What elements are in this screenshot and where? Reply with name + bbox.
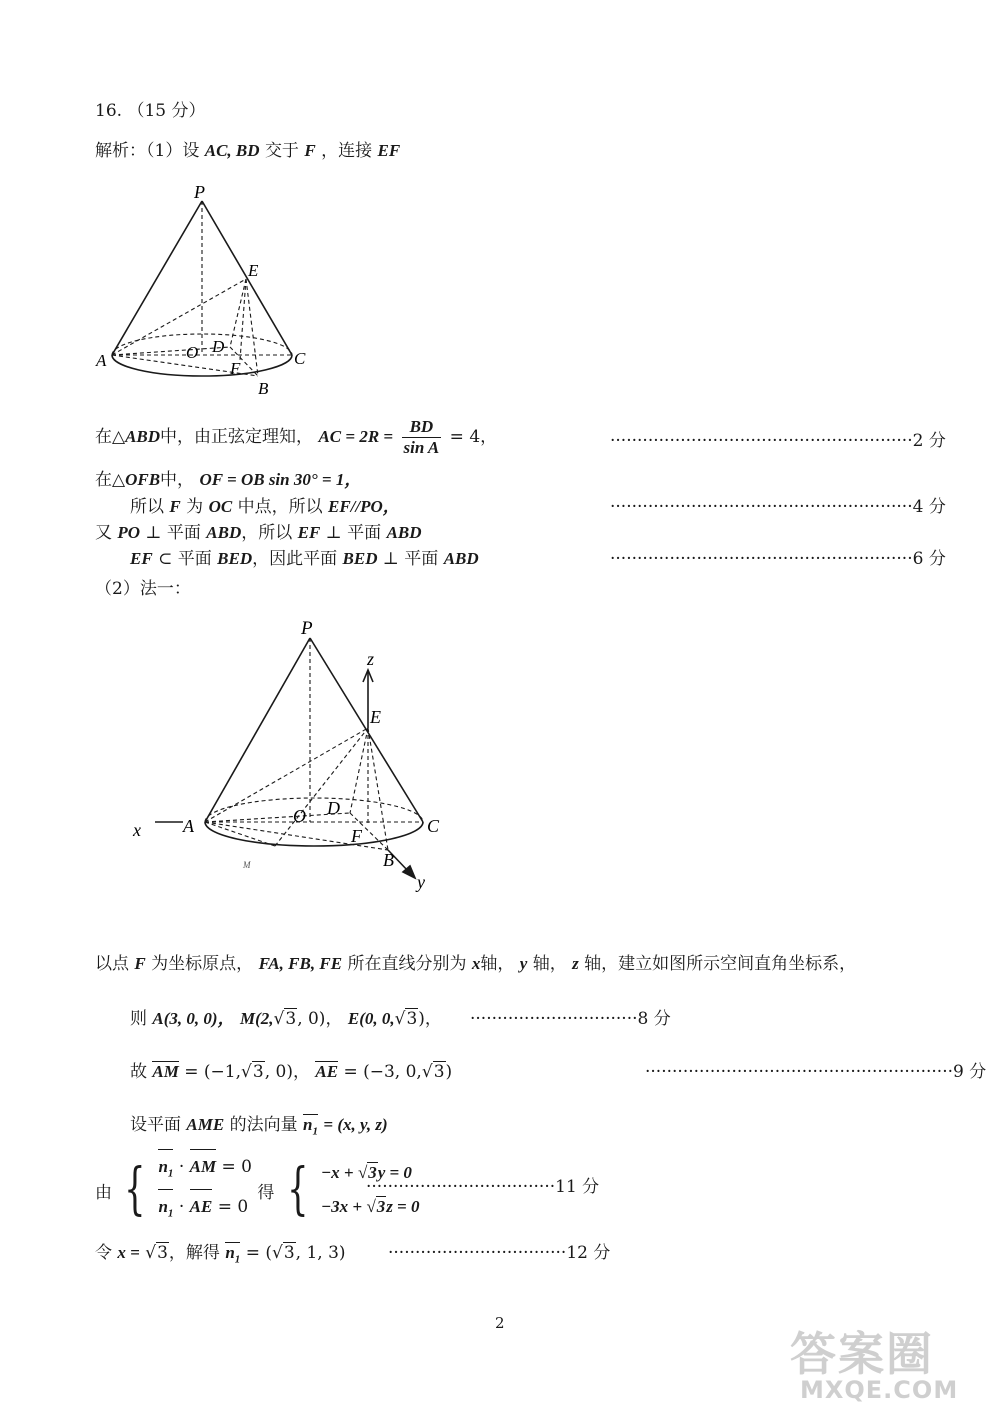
system-conditions <box>158 1150 252 1231</box>
intro-ef: EF <box>377 141 401 160</box>
part2-heading: （2）法一： <box>95 579 191 599</box>
l5-b: ，因此平面 <box>252 549 338 569</box>
l3-equation: EF//PO， <box>328 497 400 516</box>
cone-figure-1 <box>90 180 330 405</box>
l3-b: 为 <box>186 497 204 517</box>
cond2-dot: · <box>178 1197 185 1218</box>
solve-x-eq: x = <box>117 1243 140 1262</box>
coords-z: z <box>572 954 579 973</box>
edge2-am <box>205 822 275 846</box>
vector-am-root: 3 <box>252 1062 264 1082</box>
cond1-dot: · <box>178 1157 185 1177</box>
eq2-root: 3 <box>376 1197 386 1217</box>
label-b: B <box>258 379 269 398</box>
coords-y: y <box>519 954 528 973</box>
l3-f: F <box>169 497 181 516</box>
left-brace-1: { <box>124 1157 146 1223</box>
intro-suffix: ，连接 <box>321 141 373 161</box>
line-3 <box>130 492 400 517</box>
points-a: 则 <box>130 1009 147 1029</box>
vector-ae: AE <box>315 1062 339 1081</box>
normal-vector <box>303 1115 318 1137</box>
l5-abd: ABD <box>443 549 479 568</box>
intro-f: F <box>304 141 316 160</box>
score-6: ························································6 分 <box>610 549 946 569</box>
label2-f: F <box>351 826 362 846</box>
label2-e: E <box>370 707 381 727</box>
vector-am: AM <box>152 1062 179 1081</box>
point-m-2: , 0)， <box>297 1009 343 1029</box>
left-brace-2: { <box>286 1157 309 1223</box>
l3-a: 所以 <box>130 497 164 517</box>
edge-ae <box>112 279 246 355</box>
eq2-b: z = 0 <box>386 1197 420 1217</box>
l1-prefix: 在△ <box>95 427 126 447</box>
vector-am-val-2: , 0)， <box>264 1062 310 1082</box>
cond2-ae: AE <box>190 1190 213 1224</box>
label2-b: B <box>383 850 394 870</box>
l1-denominator: sin A <box>403 438 440 457</box>
label2-m: M <box>243 860 251 870</box>
coords-d: 轴， <box>480 954 515 974</box>
problem-points: （15 分） <box>127 101 206 121</box>
intro-mid: 交于 <box>264 141 299 161</box>
page-number: 2 <box>495 1314 505 1332</box>
label-o: O <box>186 343 199 362</box>
cone-figure-2 <box>125 610 465 895</box>
label-p: P <box>194 182 205 202</box>
label2-a: A <box>183 816 194 836</box>
l4-abd2: ABD <box>386 523 422 542</box>
label-c: C <box>294 349 306 368</box>
l1-triangle: ABD <box>125 427 161 446</box>
l1-tail: = 4， <box>449 427 498 447</box>
normal-plane: AME <box>186 1115 225 1134</box>
l1-fraction <box>402 417 442 458</box>
point-e-1: E(0, 0, <box>347 1009 395 1028</box>
l3-oc: OC <box>208 497 233 516</box>
label-a: A <box>96 351 107 370</box>
base2-back <box>205 798 423 822</box>
edge2-ae <box>205 728 368 822</box>
cond2-n-vector <box>158 1190 173 1230</box>
line-2 <box>95 465 361 490</box>
l4-b: ⊥ 平面 <box>145 523 201 543</box>
condition-2 <box>158 1190 252 1230</box>
label2-y: y <box>417 872 425 892</box>
solve-sub: 1 <box>234 1253 241 1266</box>
l4-abd: ABD <box>206 523 242 542</box>
cond2-eq: = 0 <box>217 1197 249 1218</box>
coords-f: F <box>134 954 146 973</box>
label-d: D <box>212 337 225 356</box>
l5-c: ⊥ 平面 <box>382 549 439 569</box>
solve-line: 令 x = √3，解得 $n_1 = (√3$, 1, 3) <box>95 1243 346 1266</box>
l4-ef: EF <box>297 523 321 542</box>
point-m-1: M(2, <box>239 1009 274 1028</box>
coords-g: 轴，建立如图所示空间直角坐标系， <box>584 954 857 974</box>
l5-bed: BED <box>217 549 253 568</box>
solve-n: n <box>225 1243 235 1262</box>
edge2-pa <box>205 638 310 822</box>
coords-x: x <box>471 954 481 973</box>
label-e: E <box>248 261 259 280</box>
coords-a: 以点 <box>95 954 129 974</box>
coords-line <box>95 949 856 974</box>
l2-prefix: 在△ <box>95 470 126 490</box>
vector-ae-val-2: ) <box>445 1062 453 1082</box>
label2-p: P <box>301 618 313 639</box>
base2-front <box>205 822 423 846</box>
l5-a: ⊂ 平面 <box>158 549 212 569</box>
watermark-top: 答案圈 <box>790 1327 934 1381</box>
watermark-logo <box>790 1318 934 1384</box>
watermark-bottom: MXQE.COM <box>800 1376 959 1404</box>
coords-axes: FA, FB, FE <box>258 954 343 973</box>
system-you: 由 <box>95 1182 112 1203</box>
eq1-a: −x + <box>320 1163 354 1183</box>
watermark-site <box>800 1376 958 1404</box>
label-f: F <box>230 359 241 378</box>
base-front <box>112 355 292 376</box>
condition-1 <box>158 1150 252 1190</box>
solve-x-root: 3 <box>157 1243 168 1263</box>
score-2: ························································2 分 <box>610 431 946 451</box>
part1-intro <box>95 136 400 161</box>
l5-ef: EF <box>130 549 153 568</box>
eq1-b: y = 0 <box>377 1163 412 1183</box>
normal-b: 的法向量 <box>229 1115 298 1135</box>
eq1-root: 3 <box>368 1163 377 1183</box>
point-a: A(3, 0, 0)， <box>152 1009 235 1028</box>
l3-c: 中点，所以 <box>237 497 323 517</box>
edge-ed <box>230 279 246 347</box>
point-e-2: )， <box>418 1009 442 1029</box>
intro-vars: AC, BD <box>204 141 260 160</box>
line-1 <box>95 412 497 462</box>
normal-n: n <box>303 1115 313 1134</box>
vector-ae-root: 3 <box>433 1062 445 1082</box>
l4-c: ，所以 <box>241 523 293 543</box>
edge-pa <box>112 201 202 355</box>
line-5 <box>130 544 479 569</box>
cond2-n: n <box>158 1197 168 1217</box>
point-m-root: 3 <box>285 1009 297 1029</box>
coords-c: 所在直线分别为 <box>347 954 467 974</box>
score-11: ···································11 分 <box>366 1177 600 1197</box>
label2-d: D <box>327 798 340 818</box>
point-e-root: 3 <box>406 1009 418 1029</box>
l2-mid: 中， <box>160 470 195 490</box>
l1-equation: AC = 2R = <box>318 427 394 446</box>
solve-n-vector <box>225 1243 240 1265</box>
normal-sub: 1 <box>312 1125 318 1138</box>
problem-number: 16. <box>95 101 123 121</box>
equation-1: −x + √3y = 0 <box>320 1163 412 1183</box>
cond1-am: AM <box>190 1150 216 1184</box>
edge-pc <box>202 201 292 355</box>
solve-val-root: 3 <box>283 1243 295 1263</box>
score-9: ·························································9 分 <box>645 1062 987 1082</box>
vectors-a: 故 <box>130 1062 147 1082</box>
cond1-n: n <box>158 1157 168 1176</box>
score-8: ·······························8 分 <box>470 1009 671 1029</box>
edge2-eb <box>368 728 388 850</box>
points-line: 则 A(3, 0, 0)， M(2,√3, 0)， E(0, 0,√3)， <box>130 1009 442 1029</box>
l2-equation: OF = OB sin 30° = 1， <box>199 470 362 489</box>
cond2-sub: 1 <box>167 1207 174 1220</box>
vector-ae-val-1: = (−3, 0, <box>343 1062 422 1082</box>
normal-val: = (x, y, z) <box>323 1115 388 1134</box>
vector-am-val-1: = (−1, <box>184 1062 242 1082</box>
coords-b: 为坐标原点， <box>151 954 254 974</box>
line-4 <box>95 518 422 543</box>
cond1-sub: 1 <box>167 1167 174 1180</box>
label2-x: x <box>133 820 141 840</box>
problem-header <box>95 96 206 121</box>
score-4: ························································4 分 <box>610 497 946 517</box>
label2-o: O <box>293 806 306 826</box>
equation-2: −3x + √3z = 0 <box>320 1197 420 1217</box>
label2-c: C <box>427 816 440 836</box>
l5-bed2: BED <box>342 549 378 568</box>
l2-triangle: OFB <box>125 470 161 489</box>
solve-val-1: = ( <box>245 1243 272 1263</box>
edge2-ed <box>350 728 368 813</box>
l4-po: PO <box>117 523 141 542</box>
normal-a: 设平面 <box>130 1115 181 1135</box>
eq2-a: −3x + <box>320 1197 363 1217</box>
label2-z: z <box>367 649 375 669</box>
system-de: 得 <box>257 1182 275 1203</box>
cond1-eq: = 0 <box>221 1157 252 1177</box>
vectors-line: 故 AM = (−1,√3, 0)， AE = (−3, 0,√3) <box>130 1062 453 1082</box>
l1-numerator: BD <box>402 417 442 438</box>
solve-val-2: , 1, 3) <box>295 1243 346 1263</box>
l4-d: ⊥ 平面 <box>325 523 382 543</box>
edge-ef <box>240 279 246 360</box>
intro-prefix: 解析：（1）设 <box>95 141 200 161</box>
coords-e: 轴， <box>532 954 567 974</box>
normal-line <box>130 1110 388 1137</box>
l4-a: 又 <box>95 523 112 543</box>
score-12: ·································12 分 <box>388 1243 611 1263</box>
solve-b: ，解得 <box>168 1243 220 1263</box>
l1-mid: 中，由正弦定理知， <box>160 427 314 447</box>
cond1-n-vector <box>158 1150 173 1190</box>
solve-a: 令 <box>95 1243 112 1263</box>
